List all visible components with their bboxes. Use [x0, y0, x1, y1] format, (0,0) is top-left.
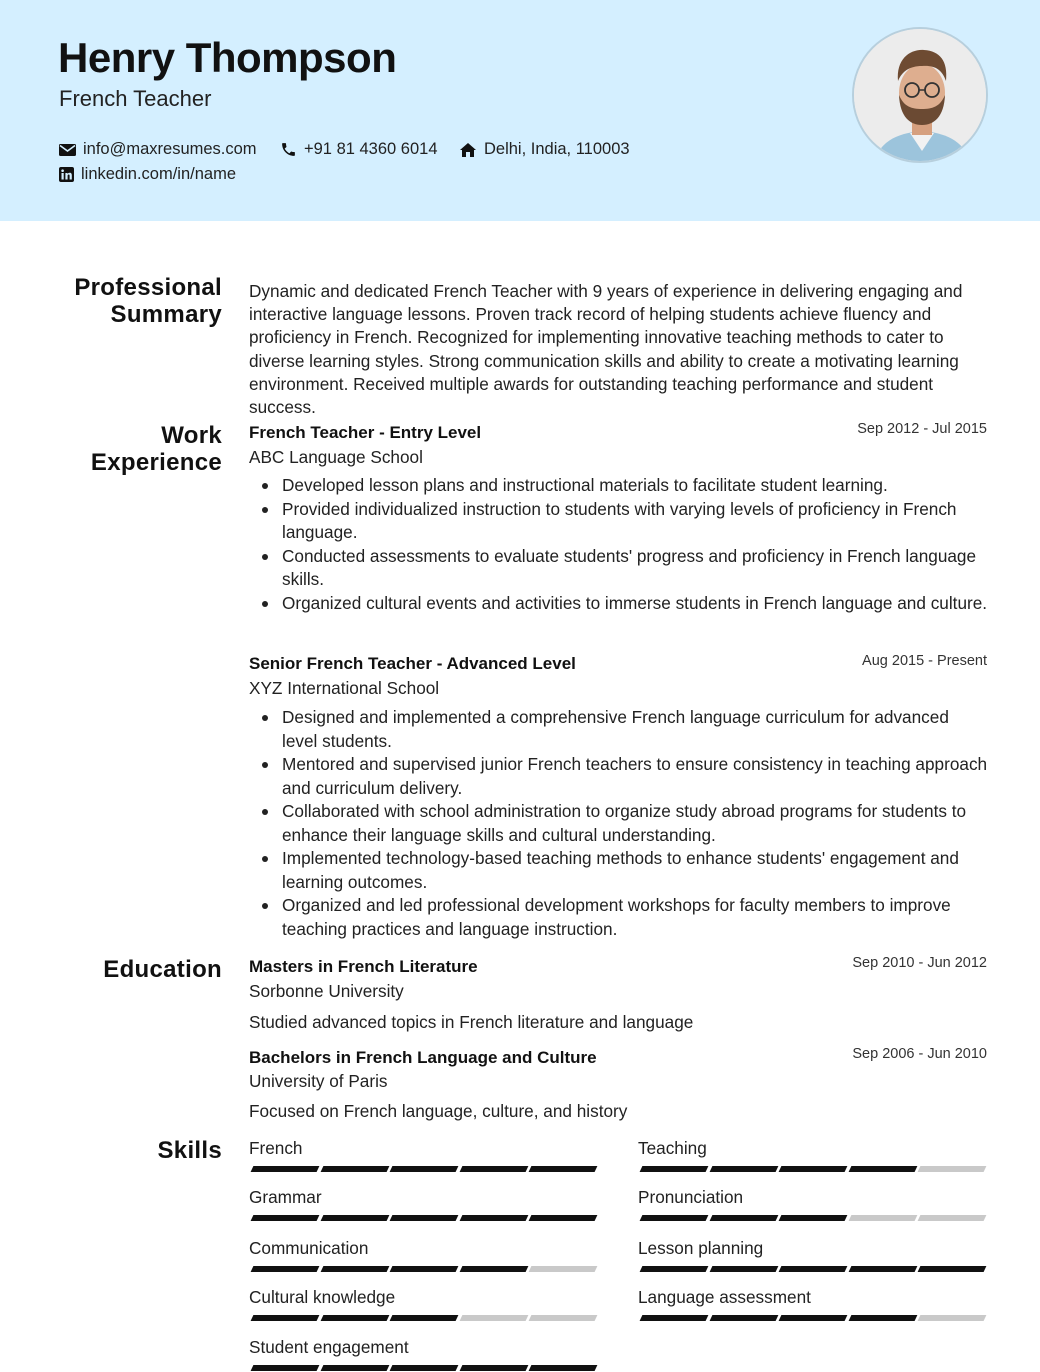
skill-segment-filled: [251, 1215, 320, 1221]
skill-segment-filled: [529, 1215, 598, 1221]
skill-name: Cultural knowledge: [249, 1287, 396, 1307]
skill-item: [638, 1138, 986, 1172]
linkedin-text: linkedin.com/in/name: [81, 165, 236, 183]
skill-segment-filled: [459, 1266, 528, 1272]
candidate-name: Henry Thompson: [58, 34, 397, 81]
list-item: Organized and led professional development workshops for faculty members to improve teaching practices and language instruction.: [282, 894, 988, 941]
skill-segment-filled: [779, 1315, 848, 1321]
skill-segment-filled: [709, 1166, 778, 1172]
skill-name: Lesson planning: [638, 1238, 764, 1258]
skill-level-bar: [249, 1266, 597, 1272]
section-title-line: Experience: [90, 449, 222, 476]
location-text: Delhi, India, 110003: [484, 140, 630, 158]
education-description: Studied advanced topics in French literature and language: [249, 1012, 694, 1032]
skill-level-bar: [249, 1166, 597, 1172]
skill-segment-filled: [251, 1166, 320, 1172]
skill-segment-empty: [918, 1166, 987, 1172]
skill-name: Language assessment: [638, 1287, 811, 1307]
job-organization: XYZ International School: [249, 678, 440, 698]
skill-segment-filled: [709, 1266, 778, 1272]
skill-name: Student engagement: [249, 1337, 409, 1357]
education-description: Focused on French language, culture, and history: [249, 1101, 628, 1121]
skill-segment-empty: [459, 1315, 528, 1321]
skill-level-bar: [249, 1215, 597, 1221]
skill-segment-filled: [390, 1365, 459, 1371]
skill-segment-filled: [640, 1166, 709, 1172]
skill-item: [249, 1187, 597, 1221]
skill-segment-empty: [529, 1266, 598, 1272]
resume-header: [0, 0, 1040, 221]
skill-level-bar: [638, 1266, 986, 1272]
list-item: Provided individualized instruction to students with varying levels of proficiency in French language.: [282, 498, 988, 545]
skill-segment-filled: [390, 1315, 459, 1321]
skill-name: Communication: [249, 1238, 369, 1258]
job-title: French Teacher - Entry Level: [249, 423, 482, 442]
skill-segment-filled: [459, 1215, 528, 1221]
list-item: Implemented technology-based teaching methods to enhance students' engagement and learning outcomes.: [282, 847, 988, 894]
skill-name: Grammar: [249, 1187, 322, 1207]
skill-level-bar: [249, 1315, 597, 1321]
skill-segment-empty: [918, 1315, 987, 1321]
section-title-line: Professional: [74, 274, 222, 301]
skill-item: [638, 1187, 986, 1221]
skill-segment-filled: [779, 1215, 848, 1221]
skill-segment-empty: [918, 1215, 987, 1221]
phone-icon: [280, 141, 297, 158]
skill-segment-filled: [251, 1266, 320, 1272]
education-school: Sorbonne University: [249, 981, 404, 1001]
skill-item: [249, 1138, 597, 1172]
list-item: Mentored and supervised junior French teachers to ensure consistency in teaching approach and curriculum delivery.: [282, 753, 988, 800]
skill-segment-filled: [848, 1166, 917, 1172]
section-title-experience: [42, 422, 222, 476]
education-date: Sep 2006 - Jun 2010: [852, 1046, 987, 1062]
job-date: Sep 2012 - Jul 2015: [857, 421, 987, 437]
skill-segment-filled: [320, 1365, 389, 1371]
list-item: Developed lesson plans and instructional materials to facilitate student learning.: [282, 474, 988, 498]
skill-item: [249, 1238, 597, 1272]
phone-text: +91 81 4360 6014: [304, 140, 438, 158]
job-organization: ABC Language School: [249, 447, 423, 467]
skill-item: [638, 1287, 986, 1321]
skill-segment-filled: [709, 1215, 778, 1221]
skill-segment-filled: [640, 1315, 709, 1321]
education-date: Sep 2010 - Jun 2012: [852, 955, 987, 971]
skill-segment-filled: [529, 1166, 598, 1172]
education-degree: Masters in French Literature: [249, 957, 478, 976]
skill-item: [249, 1287, 597, 1321]
list-item: Designed and implemented a comprehensive French language curriculum for advanced level students.: [282, 706, 988, 753]
envelope-icon: [59, 143, 76, 157]
skill-segment-filled: [779, 1266, 848, 1272]
section-title-education: Education: [103, 956, 222, 983]
skill-segment-filled: [390, 1166, 459, 1172]
skill-name: French: [249, 1138, 303, 1158]
contact-email[interactable]: [59, 140, 257, 159]
education-school: University of Paris: [249, 1071, 388, 1091]
section-title-line: Work: [161, 422, 222, 449]
skill-item: [249, 1337, 597, 1371]
skill-segment-empty: [529, 1315, 598, 1321]
skill-segment-filled: [459, 1166, 528, 1172]
skill-segment-filled: [779, 1166, 848, 1172]
list-item: Collaborated with school administration to organize study abroad programs for students to enhance their language skills and cultural understanding.: [282, 800, 988, 847]
linkedin-icon: [59, 167, 74, 182]
list-item: Organized cultural events and activities to immerse students in French language and culture.: [282, 592, 988, 616]
home-icon: [459, 142, 477, 158]
skill-segment-filled: [709, 1315, 778, 1321]
skill-segment-filled: [320, 1215, 389, 1221]
skill-segment-filled: [529, 1365, 598, 1371]
skill-segment-filled: [320, 1166, 389, 1172]
job-date: Aug 2015 - Present: [862, 653, 987, 669]
job-bullets: [282, 474, 988, 615]
skill-segment-filled: [848, 1315, 917, 1321]
section-title-skills: Skills: [157, 1137, 222, 1164]
email-text: info@maxresumes.com: [83, 140, 257, 158]
job-bullets: [282, 706, 988, 941]
skill-segment-filled: [320, 1266, 389, 1272]
list-item: Conducted assessments to evaluate students' progress and proficiency in French language skills.: [282, 545, 988, 592]
skill-item: [638, 1238, 986, 1272]
skill-segment-filled: [640, 1266, 709, 1272]
skill-segment-filled: [251, 1315, 320, 1321]
job-title: Senior French Teacher - Advanced Level: [249, 654, 576, 673]
skill-level-bar: [249, 1365, 597, 1371]
skill-segment-filled: [918, 1266, 987, 1272]
skill-segment-filled: [848, 1266, 917, 1272]
skill-level-bar: [638, 1215, 986, 1221]
skill-segment-filled: [390, 1266, 459, 1272]
section-title-line: Summary: [110, 301, 222, 328]
skill-name: Teaching: [638, 1138, 707, 1158]
skill-level-bar: [638, 1166, 986, 1172]
summary-text: Dynamic and dedicated French Teacher with 9 years of experience in delivering engaging and interactive language lessons. Proven track record of helping students achieve fluency and proficiency in French. Recognized for implementing innovative teaching methods to cater to diverse learning styles. Strong communication skills and ability to create a motivating learning environment. Received multiple awards for outstanding teaching performance and student success.: [249, 281, 963, 418]
skill-segment-filled: [320, 1315, 389, 1321]
skill-segment-filled: [459, 1365, 528, 1371]
skill-name: Pronunciation: [638, 1187, 744, 1207]
education-degree: Bachelors in French Language and Culture: [249, 1048, 597, 1067]
skill-level-bar: [638, 1315, 986, 1321]
skill-segment-filled: [251, 1365, 320, 1371]
candidate-role: French Teacher: [59, 86, 212, 111]
skill-segment-filled: [390, 1215, 459, 1221]
skill-segment-filled: [640, 1215, 709, 1221]
contact-location: [459, 140, 630, 159]
profile-photo: [852, 27, 988, 163]
skill-segment-empty: [848, 1215, 917, 1221]
contact-phone[interactable]: [280, 140, 438, 159]
section-title-summary: [42, 274, 222, 328]
contact-linkedin[interactable]: [59, 165, 236, 184]
